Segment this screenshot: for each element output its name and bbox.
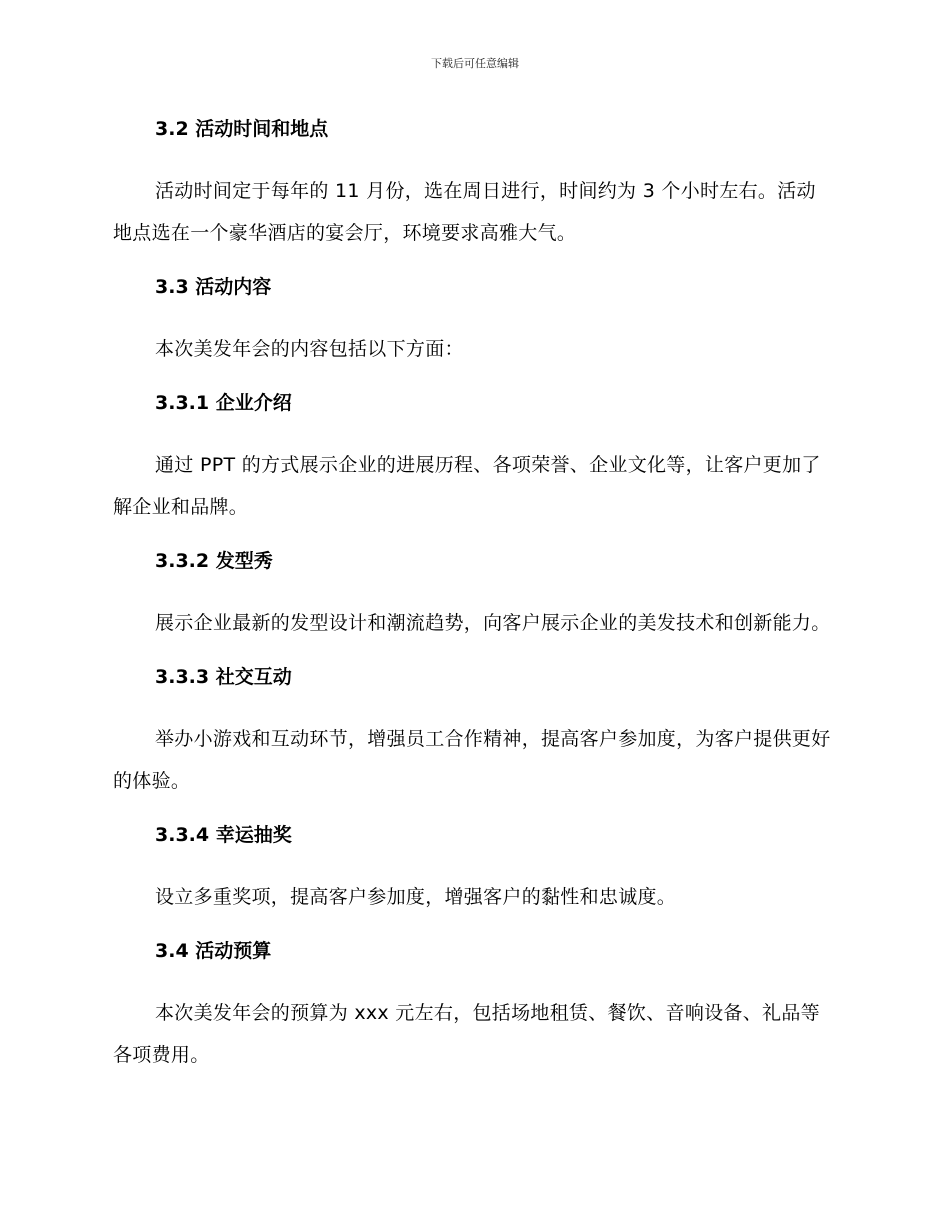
paragraph-budget: 本次美发年会的预算为 xxx 元左右，包括场地租赁、餐饮、音响设备、礼品等各项费用。 — [113, 1002, 820, 1066]
section-heading-3-3-1: 3.3.1 企业介绍 — [155, 392, 292, 414]
paragraph-lucky-draw: 设立多重奖项，提高客户参加度，增强客户的黏性和忠诚度。 — [155, 886, 677, 908]
paragraph-content-intro: 本次美发年会的内容包括以下方面： — [155, 338, 464, 360]
section-heading-3-4: 3.4 活动预算 — [155, 940, 272, 962]
page-header-note: 下载后可任意编辑 — [431, 57, 519, 70]
section-heading-3-3-3: 3.3.3 社交互动 — [155, 666, 292, 688]
section-heading-3-3-4: 3.3.4 幸运抽奖 — [155, 824, 292, 846]
paragraph-social-interaction: 举办小游戏和互动环节，增强员工合作精神，提高客户参加度，为客户提供更好的体验。 — [113, 728, 831, 792]
section-heading-3-3: 3.3 活动内容 — [155, 276, 272, 298]
section-heading-3-3-2: 3.3.2 发型秀 — [155, 550, 273, 572]
document-body — [113, 112, 833, 1092]
section-heading-3-2: 3.2 活动时间和地点 — [155, 118, 329, 140]
paragraph-time-location: 活动时间定于每年的 11 月份，选在周日进行，时间约为 3 个小时左右。活动地点选在一个豪华酒店的宴会厅，环境要求高雅大气。 — [113, 180, 816, 244]
paragraph-company-intro: 通过 PPT 的方式展示企业的进展历程、各项荣誉、企业文化等，让客户更加了解企业和品牌。 — [113, 454, 821, 518]
paragraph-hair-show: 展示企业最新的发型设计和潮流趋势，向客户展示企业的美发技术和创新能力。 — [155, 612, 831, 634]
